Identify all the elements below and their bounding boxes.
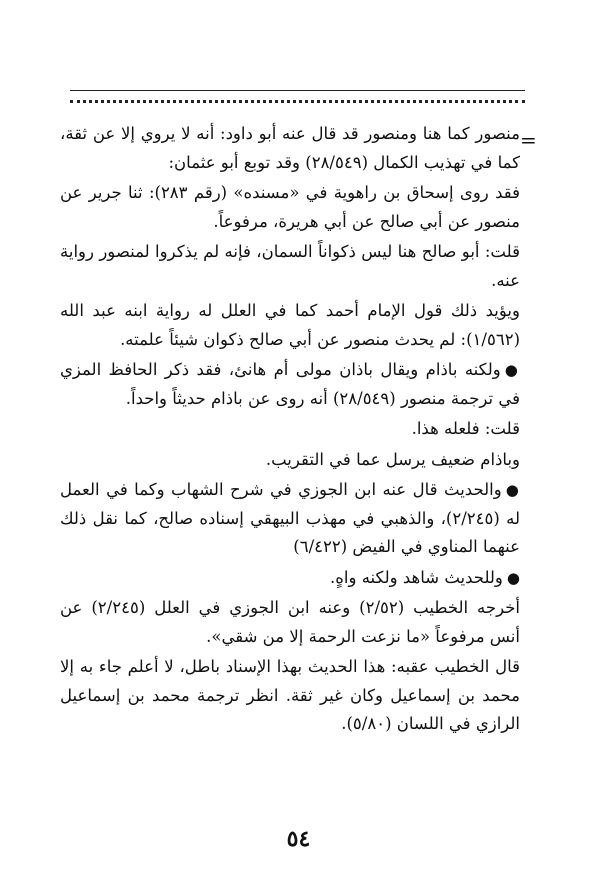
paragraph-9: ●وللحديث شاهد ولكنه واهٍ. bbox=[330, 567, 520, 587]
paragraph-7: وباذام ضعيف يرسل عما في التقريب. bbox=[265, 449, 520, 469]
paragraph-4: ويؤيد ذلك قول الإمام أحمد كما في العلل له رواية ابنه عبد الله (١/٥٦٢): لم يحدث منصور عن أبي صالح ذكوان شيئاً علمته. bbox=[60, 301, 520, 349]
bullet-icon: ● bbox=[506, 568, 520, 587]
paragraph-10: أخرجه الخطيب (٢/٥٢) وعنه ابن الجوزي في العلل (٢/٢٤٥) عن أنس مرفوعاً «ما نزعت الرحمة إلا من شقي». bbox=[60, 598, 520, 646]
paragraph-1: منصور كما هنا ومنصور قد قال عنه أبو داود: أنه لا يروي إلا عن ثقة، كما في تهذيب الكمال (٢٨/٥٤٩) وقد توبع أبو عثمان: bbox=[60, 124, 520, 172]
paragraph-8: ●والحديث قال عنه ابن الجوزي في شرح الشهاب وكما في العمل له (٢/٢٤٥)، والذهبي في مهذب البيهقي إسناده صالح، كما نقل ذلك عنهما المناوي في الفيض (٦/٤٢٢) bbox=[60, 480, 520, 556]
paragraph-2: فقد روى إسحاق بن راهوية في «مسنده» (رقم ٢٨٣): ثنا جرير عن منصور عن أبي صالح عن أبي هريرة، مرفوعاً. bbox=[60, 183, 520, 231]
paragraph-6: قلت: فلعله هذا. bbox=[411, 419, 520, 438]
top-rule bbox=[70, 90, 525, 91]
page-body bbox=[60, 120, 520, 741]
dotted-separator bbox=[70, 100, 525, 103]
paragraph-11: قال الخطيب عقبه: هذا الحديث بهذا الإسناد باطل، لا أعلم جاء به إلا محمد بن إسماعيل وكان غير ثقة. انظر ترجمة محمد بن إسماعيل الرازي في اللسان (٥/٨٠). bbox=[60, 657, 520, 733]
paragraph-5: ●ولكنه باذام ويقال باذان مولى أم هانئ، فقد ذكر الحافظ المزي في ترجمة منصور (٢٨/٥٤٩) أنه روى عن باذام حديثاً واحداً. bbox=[60, 360, 521, 408]
bullet-icon: ● bbox=[504, 361, 521, 379]
page-number: ٥٤ bbox=[286, 826, 311, 852]
bullet-icon: ● bbox=[505, 481, 520, 499]
continuation-marker: = bbox=[520, 128, 537, 152]
paragraph-3: قلت: أبو صالح هنا ليس ذكواناً السمان، فإنه لم يذكروا لمنصور رواية عنه. bbox=[60, 242, 520, 290]
